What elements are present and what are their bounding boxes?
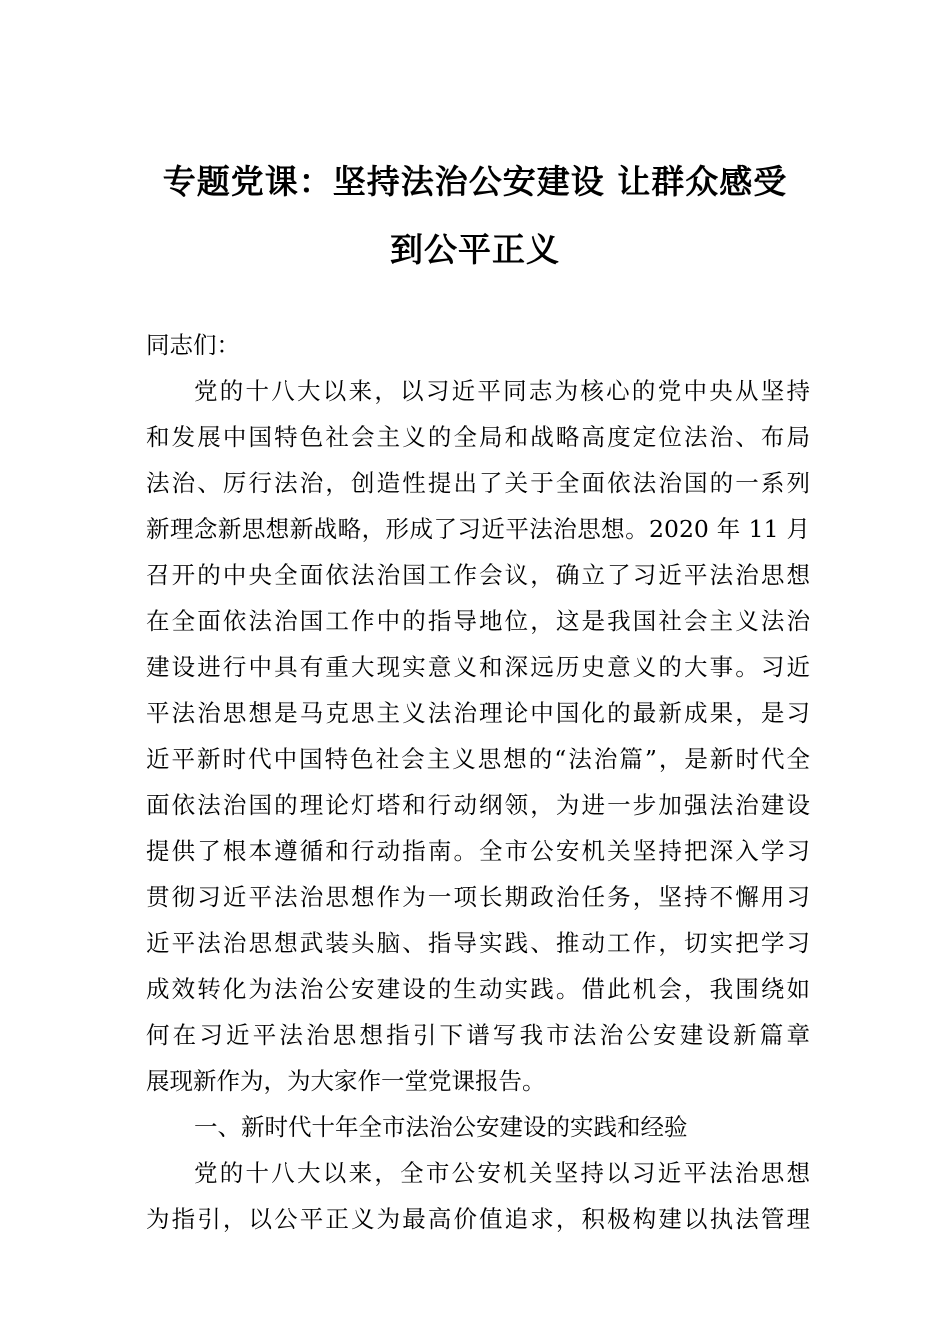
document-body	[146, 322, 810, 1242]
paragraph-line: 党的十八大以来，全市公安机关坚持以习近平法治思想	[194, 1159, 810, 1187]
document-title-line-2: 到公平正义	[390, 230, 560, 269]
section-heading: 一、新时代十年全市法治公安建设的实践和经验	[194, 1113, 688, 1141]
paragraph-line: 为指引，以公平正义为最高价值追求，积极构建以执法管理	[146, 1205, 810, 1233]
paragraph-line: 成效转化为法治公安建设的生动实践。借此机会，我围绕如	[146, 975, 810, 1003]
salutation: 同志们：	[146, 331, 240, 359]
paragraph-line: 召开的中央全面依法治国工作会议，确立了习近平法治思想	[146, 561, 810, 589]
paragraph-line: 展现新作为，为大家作一堂党课报告。	[146, 1067, 546, 1095]
document-title-line-1: 专题党课：坚持法治公安建设 让群众感受	[162, 162, 788, 201]
paragraph-line: 贯彻习近平法治思想作为一项长期政治任务，坚持不懈用习	[146, 883, 810, 911]
paragraph-line: 近平新时代中国特色社会主义思想的“法治篇”，是新时代全	[146, 745, 810, 773]
paragraph-line: 和发展中国特色社会主义的全局和战略高度定位法治、布局	[146, 423, 810, 451]
paragraph-line: 在全面依法治国工作中的指导地位，这是我国社会主义法治	[146, 607, 810, 635]
paragraph-line: 法治、厉行法治，创造性提出了关于全面依法治国的一系列	[146, 469, 810, 497]
paragraph-line: 提供了根本遵循和行动指南。全市公安机关坚持把深入学习	[146, 837, 810, 865]
paragraph-line: 新理念新思想新战略，形成了习近平法治思想。2020 年 11 月	[146, 515, 810, 543]
paragraph-2	[146, 1150, 810, 1242]
paragraph-line: 近平法治思想武装头脑、指导实践、推动工作，切实把学习	[146, 929, 810, 957]
paragraph-line: 平法治思想是马克思主义法治理论中国化的最新成果，是习	[146, 699, 810, 727]
paragraph-line: 面依法治国的理论灯塔和行动纲领，为进一步加强法治建设	[146, 791, 810, 819]
paragraph-1	[146, 368, 810, 1104]
paragraph-line: 建设进行中具有重大现实意义和深远历史意义的大事。习近	[146, 653, 810, 681]
paragraph-line: 何在习近平法治思想指引下谱写我市法治公安建设新篇章	[146, 1021, 810, 1049]
paragraph-line: 党的十八大以来，以习近平同志为核心的党中央从坚持	[194, 377, 810, 405]
